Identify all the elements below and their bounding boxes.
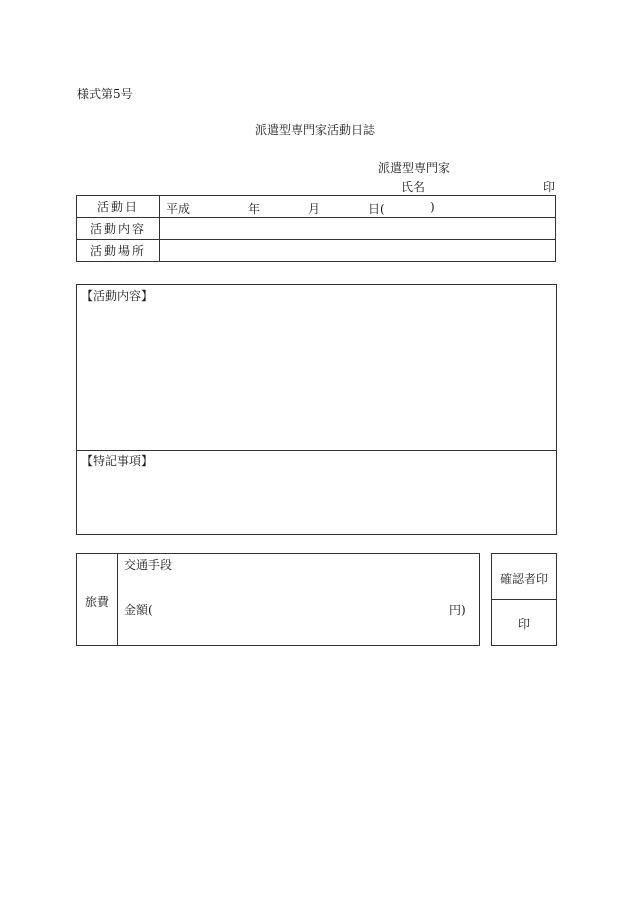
form-number: 様式第5号 — [77, 87, 133, 101]
transport-method-label: 交通手段 — [124, 558, 173, 572]
travel-expense-box — [76, 553, 480, 646]
divider — [77, 450, 556, 451]
document-title: 派遣型専門家活動日誌 — [254, 123, 375, 137]
content-notes-box — [76, 284, 557, 535]
activity-place-label: 活動場所 — [77, 240, 160, 262]
activity-content-heading: 【活動内容】 — [81, 289, 154, 303]
activity-date-label: 活動日 — [77, 196, 160, 218]
table-row — [77, 196, 556, 218]
date-month: 月 — [308, 202, 321, 216]
activity-place-field[interactable] — [160, 240, 556, 262]
activity-content-field[interactable] — [160, 218, 556, 240]
confirmer-seal-label: 確認者印 — [499, 572, 548, 586]
table-row — [77, 218, 556, 240]
name-seal-mark: 印 — [543, 180, 556, 194]
divider — [117, 554, 118, 645]
table-row — [77, 240, 556, 262]
yen-label: 円) — [449, 603, 466, 617]
date-year: 年 — [248, 202, 261, 216]
expert-label: 派遣型専門家 — [378, 161, 451, 175]
divider — [492, 599, 556, 600]
confirmer-seal-mark: 印 — [517, 617, 530, 631]
activity-date-field[interactable] — [160, 196, 556, 218]
date-close: ) — [430, 200, 435, 214]
activity-content-row-label: 活動内容 — [77, 218, 160, 240]
special-notes-heading: 【特記事項】 — [81, 454, 154, 468]
date-day-open: 日( — [368, 202, 385, 216]
date-era: 平成 — [166, 202, 191, 216]
confirmer-seal-box — [491, 553, 557, 646]
name-label: 氏名 — [401, 180, 426, 194]
travel-expense-label: 旅費 — [85, 595, 110, 609]
activity-info-table — [76, 195, 556, 262]
amount-label: 金額( — [124, 603, 153, 617]
